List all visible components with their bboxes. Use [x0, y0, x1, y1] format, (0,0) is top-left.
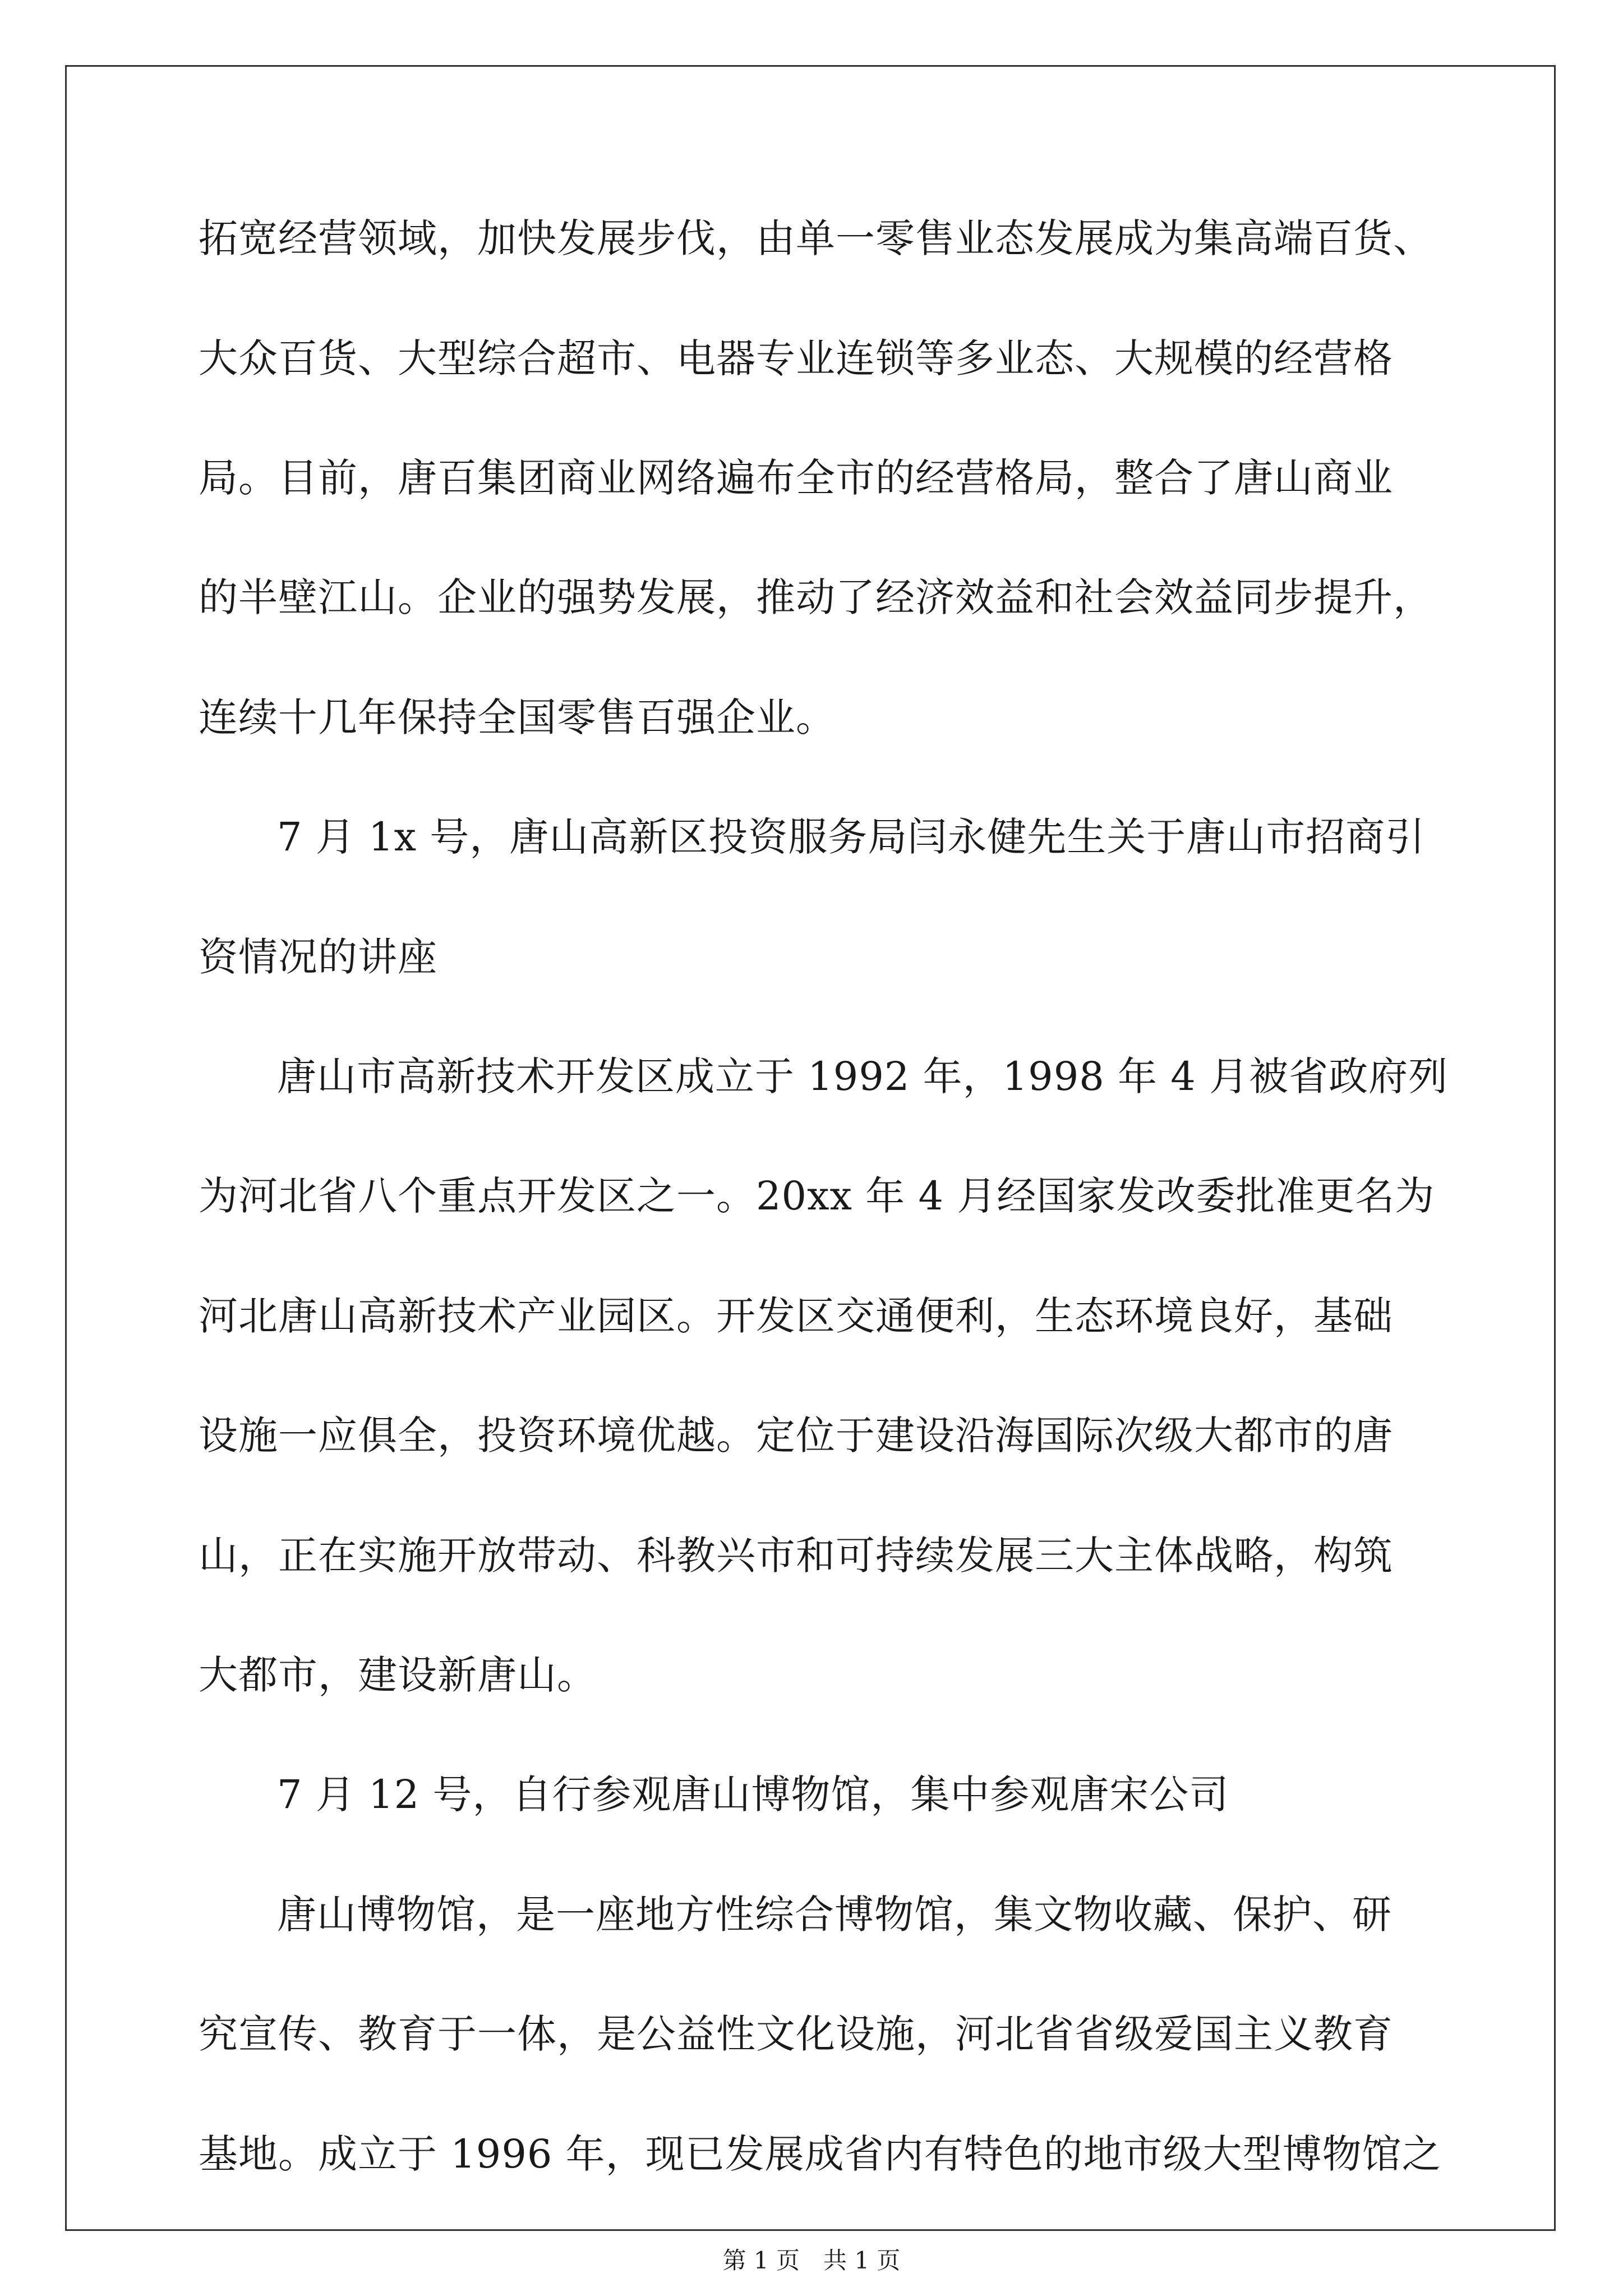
text-line: 河北唐山高新技术产业园区。开发区交通便利，生态环境良好，基础 — [199, 1293, 1393, 1339]
text-line: 大众百货、大型综合超市、电器专业连锁等多业态、大规模的经营格 — [199, 335, 1393, 381]
text-line: 的半壁江山。企业的强势发展，推动了经济效益和社会效益同步提升， — [199, 574, 1433, 620]
text-line: 唐山市高新技术开发区成立于 1992 年，1998 年 4 月被省政府列 — [277, 1053, 1449, 1099]
text-line: 7 月 1x 号，唐山高新区投资服务局闫永健先生关于唐山市招商引 — [277, 814, 1426, 860]
text-line: 局。目前，唐百集团商业网络遍布全市的经营格局，整合了唐山商业 — [199, 455, 1393, 501]
page-footer: 第 1 页 共 1 页 — [722, 2247, 901, 2274]
text-line: 7 月 12 号，自行参观唐山博物馆，集中参观唐宋公司 — [277, 1772, 1229, 1818]
text-line: 连续十几年保持全国零售百强企业。 — [199, 694, 836, 740]
text-line: 唐山博物馆，是一座地方性综合博物馆，集文物收藏、保护、研 — [277, 1892, 1392, 1938]
text-line: 拓宽经营领域，加快发展步伐，由单一零售业态发展成为集高端百货、 — [199, 215, 1433, 261]
text-line: 山，正在实施开放带动、科教兴市和可持续发展三大主体战略，构筑 — [199, 1533, 1393, 1579]
text-line: 为河北省八个重点开发区之一。20xx 年 4 月经国家发改委批准更名为 — [199, 1173, 1435, 1219]
text-line: 大都市，建设新唐山。 — [199, 1652, 597, 1698]
text-line: 究宣传、教育于一体，是公益性文化设施，河北省省级爱国主义教育 — [199, 2011, 1393, 2057]
text-line: 资情况的讲座 — [199, 934, 437, 980]
text-line: 设施一应俱全，投资环境优越。定位于建设沿海国际次级大都市的唐 — [199, 1412, 1393, 1458]
text-line: 基地。成立于 1996 年，现已发展成省内有特色的地市级大型博物馆之 — [199, 2131, 1442, 2177]
